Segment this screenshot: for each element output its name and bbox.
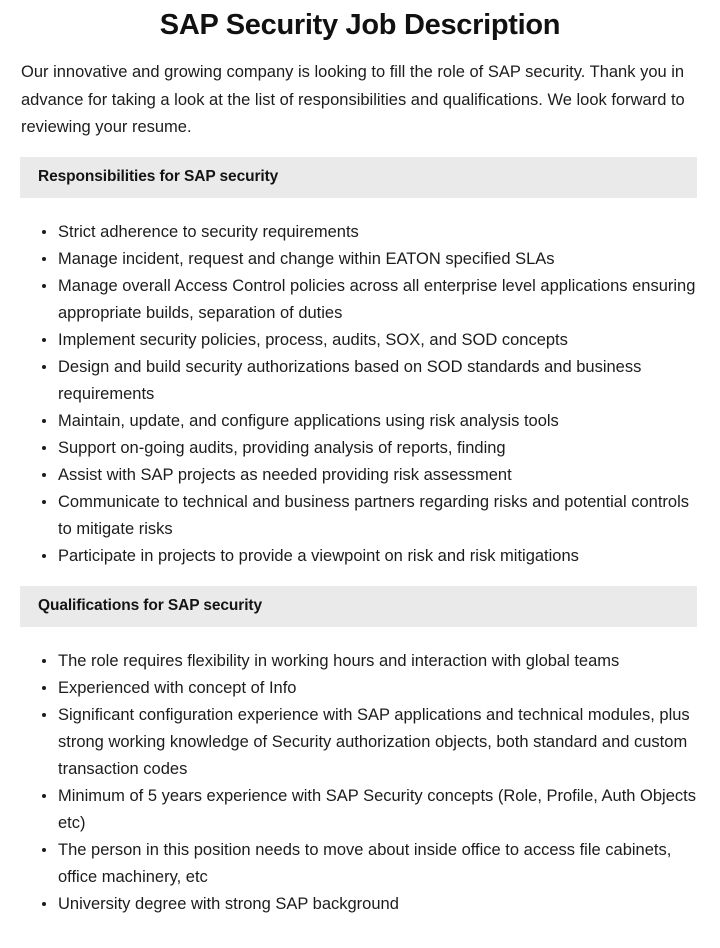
bullet-dot-icon [42, 446, 46, 450]
list-item-text: Experienced with concept of Info [58, 678, 297, 697]
section-header-qualifications [20, 586, 697, 627]
list-item-text: Strict adherence to security requirements [58, 222, 359, 241]
list-item [0, 219, 720, 246]
list-item-text: Assist with SAP projects as needed providing risk assessment [58, 465, 512, 484]
bullet-dot-icon [42, 713, 46, 717]
list-item [0, 783, 720, 837]
list-item [0, 837, 720, 891]
list-item [0, 702, 720, 783]
bullet-dot-icon [42, 659, 46, 663]
list-item [0, 891, 720, 918]
list-item-text: Significant configuration experience with SAP applications and technical modules, plus strong working knowledge of Security authorization objects, both standard and custom transaction codes [58, 705, 690, 778]
spacer [0, 142, 720, 157]
list-item [0, 675, 720, 702]
list-item-text: Participate in projects to provide a viewpoint on risk and risk mitigations [58, 546, 579, 565]
list-item [0, 648, 720, 675]
bullet-dot-icon [42, 284, 46, 288]
list-item-text: Manage overall Access Control policies across all enterprise level applications ensuring appropriate builds, separation of duties [58, 276, 696, 322]
list-item [0, 408, 720, 435]
list-item [0, 327, 720, 354]
list-item [0, 246, 720, 273]
bullet-dot-icon [42, 338, 46, 342]
section-header-responsibilities [20, 157, 697, 198]
responsibilities-list [0, 198, 720, 570]
list-item-text: University degree with strong SAP background [58, 894, 399, 913]
list-item-text: Support on-going audits, providing analysis of reports, finding [58, 438, 506, 457]
list-item [0, 273, 720, 327]
bullet-dot-icon [42, 419, 46, 423]
section-qualifications [0, 586, 720, 918]
bullet-dot-icon [42, 500, 46, 504]
list-item-text: Maintain, update, and configure applications using risk analysis tools [58, 411, 559, 430]
list-item-text: The person in this position needs to move about inside office to access file cabinets, office machinery, etc [58, 840, 672, 886]
list-item-text: Manage incident, request and change within EATON specified SLAs [58, 249, 555, 268]
bullet-dot-icon [42, 848, 46, 852]
list-item [0, 354, 720, 408]
bullet-dot-icon [42, 794, 46, 798]
list-item [0, 462, 720, 489]
list-item-text: Implement security policies, process, audits, SOX, and SOD concepts [58, 330, 568, 349]
intro-paragraph: Our innovative and growing company is looking to fill the role of SAP security. Thank you in advance for taking a look at the list of responsibilities and qualifications. We look forward to reviewing your resume. [21, 63, 685, 136]
section-heading-label: Responsibilities for SAP security [38, 168, 279, 185]
bullet-dot-icon [42, 230, 46, 234]
qualifications-list [0, 627, 720, 918]
list-item [0, 489, 720, 543]
list-item-text: The role requires flexibility in working hours and interaction with global teams [58, 651, 620, 670]
list-item-text: Communicate to technical and business partners regarding risks and potential controls to mitigate risks [58, 492, 690, 538]
section-heading-label: Qualifications for SAP security [38, 597, 263, 614]
bullet-dot-icon [42, 365, 46, 369]
list-item [0, 435, 720, 462]
bullet-dot-icon [42, 257, 46, 261]
list-item [0, 543, 720, 570]
bullet-dot-icon [42, 554, 46, 558]
bullet-dot-icon [42, 473, 46, 477]
bullet-dot-icon [42, 686, 46, 690]
bullet-dot-icon [42, 902, 46, 906]
list-item-text: Design and build security authorizations based on SOD standards and business requirements [58, 357, 642, 403]
section-responsibilities [0, 157, 720, 570]
list-item-text: Minimum of 5 years experience with SAP Security concepts (Role, Profile, Auth Objects etc) [58, 786, 696, 832]
page-title: SAP Security Job Description [159, 9, 561, 41]
